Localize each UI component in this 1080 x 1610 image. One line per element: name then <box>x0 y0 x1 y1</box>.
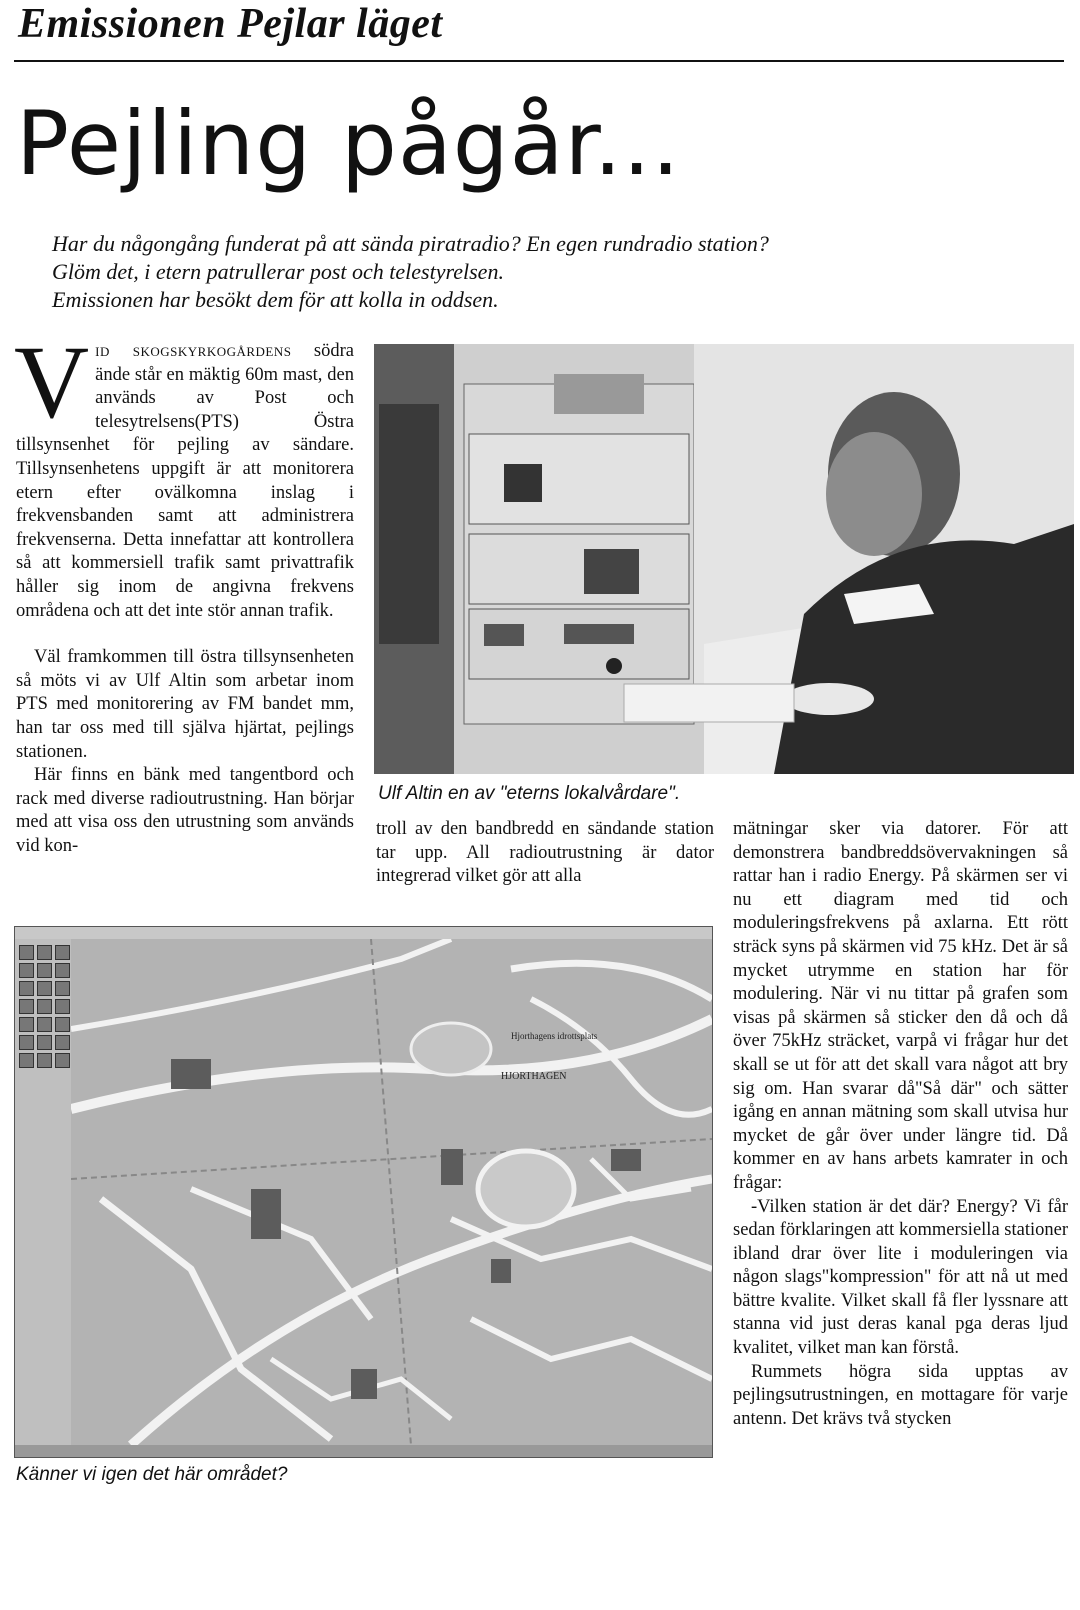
map-caption: Känner vi igen det här området? <box>16 1464 288 1485</box>
paragraph: -Vilken station är det där? Energy? Vi får sedan förklaringen att kommersiella stationer ibland drar över lite i moduleringen via någon slags"kompression" för att nå ut med bättre kvalite. Vilket skall få fler lyssnare att stanna vid just deras kanal pga deras ljud kvalitet, vilket man kan förstå. <box>733 1196 1068 1359</box>
photo-caption: Ulf Altin en av "eterns lokalvårdare". <box>378 783 681 804</box>
map-tool-icon <box>55 963 70 978</box>
map-canvas <box>71 939 712 1445</box>
map-tool-icon <box>37 963 52 978</box>
lead-paragraph <box>52 230 872 314</box>
map-tool-icon <box>37 981 52 996</box>
map-tool-icon <box>55 981 70 996</box>
map-tool-icon <box>37 1053 52 1068</box>
map-toolbar <box>15 939 72 1449</box>
map-label: Hjorthagens idrottsplats <box>511 1031 598 1041</box>
lead-line: Glöm det, i etern patrullerar post och telestyrelsen. <box>52 259 504 284</box>
map-tool-icon <box>55 1053 70 1068</box>
map-tool-icon <box>55 945 70 960</box>
map-tool-icon <box>55 999 70 1014</box>
small-caps-lead: id skogskyrkogårdens <box>95 341 292 361</box>
map-tool-icon <box>19 1035 34 1050</box>
article-column-2 <box>376 818 714 889</box>
photo-monitoring-station <box>374 344 1074 774</box>
map-screenshot <box>14 926 713 1458</box>
map-tool-icon <box>55 1017 70 1032</box>
paragraph: troll av den bandbredd en sändande station tar upp. All radioutrustning är dator integrerad vilket gör att alla <box>376 819 714 887</box>
map-tool-icon <box>37 999 52 1014</box>
map-streets <box>71 939 712 1445</box>
lead-line: Har du någongång funderat på att sända piratradio? En egen rundradio station? <box>52 231 769 256</box>
paragraph <box>14 325 354 623</box>
map-tool-icon <box>37 945 52 960</box>
paragraph: Här finns en bänk med tangentbord och rack med diverse radioutrustning. Han börjar med att visa oss den utrustning som används vid kon- <box>16 765 354 856</box>
paragraph: Väl framkommen till östra tillsynsenheten så möts vi av Ulf Altin som arbetar inom PTS med monitorering av FM bandet mm, han tar oss med till själva hjärtat, pejlings stationen. <box>16 647 354 762</box>
article-column-3 <box>733 818 1068 1431</box>
map-tool-icon <box>37 1035 52 1050</box>
map-label: HJORTHAGEN <box>501 1071 567 1082</box>
photo-illustration <box>374 344 1074 774</box>
map-tool-icon <box>19 999 34 1014</box>
header-rule <box>14 60 1064 62</box>
paragraph-text: södra ände står en mäktig 60m mast, den används av Post och telesytrelsens(PTS) Östra tillsynsenhet för pejling av sändare. Tillsynsenhetens uppgift är att monitorera etern efter ovälkomna inslag i frekvensbanden samt att administrera frekvenserna. Detta innefattar att kontrollera så att kommersiell trafik samt privattrafik håller sig inom de angivna frekvens områdena och att det inte stör annan trafik. <box>16 341 354 621</box>
lead-line: Emissionen har besökt dem för att kolla in oddsen. <box>52 287 499 312</box>
article-column-1 <box>14 325 354 858</box>
drop-cap: V <box>14 325 90 440</box>
section-heading: Emissionen Pejlar läget <box>18 1 443 47</box>
map-tool-icon <box>19 981 34 996</box>
map-tool-icon <box>37 1017 52 1032</box>
map-tool-icon <box>19 963 34 978</box>
map-tool-icon <box>19 1053 34 1068</box>
map-statusbar <box>15 1445 712 1457</box>
article-headline: Pejling pågår... <box>16 92 681 195</box>
map-tool-icon <box>55 1035 70 1050</box>
paragraph: Rummets högra sida upptas av pejlingsutrustningen, en mottagare för varje antenn. Det krävs två stycken <box>733 1361 1068 1429</box>
map-tool-icon <box>19 1017 34 1032</box>
map-tool-icon <box>19 945 34 960</box>
paragraph: mätningar sker via datorer. För att demonstrera bandbreddsövervakningen så rattar han i radio Energy. På skärmen ser vi nu ett diagram med tid och moduleringsfrekvens på axlarna. Ett rött sträck syns på skärmen vid 75 kHz. Det är så mycket utrymme en station har för modulering. När vi nu tittar på grafen som visas på skärmen så sticker den då och då över 75kHz sträcket, varpå vi frågar hur det skall se ut för att det skall vara något att bry sig om. Han svarar då"Så där" och sätter igång en annan mätning som skall utvisa hur mycket de går över under längre tid. Då kommer en av hans arbets kamrater in och frågar: <box>733 819 1068 1193</box>
